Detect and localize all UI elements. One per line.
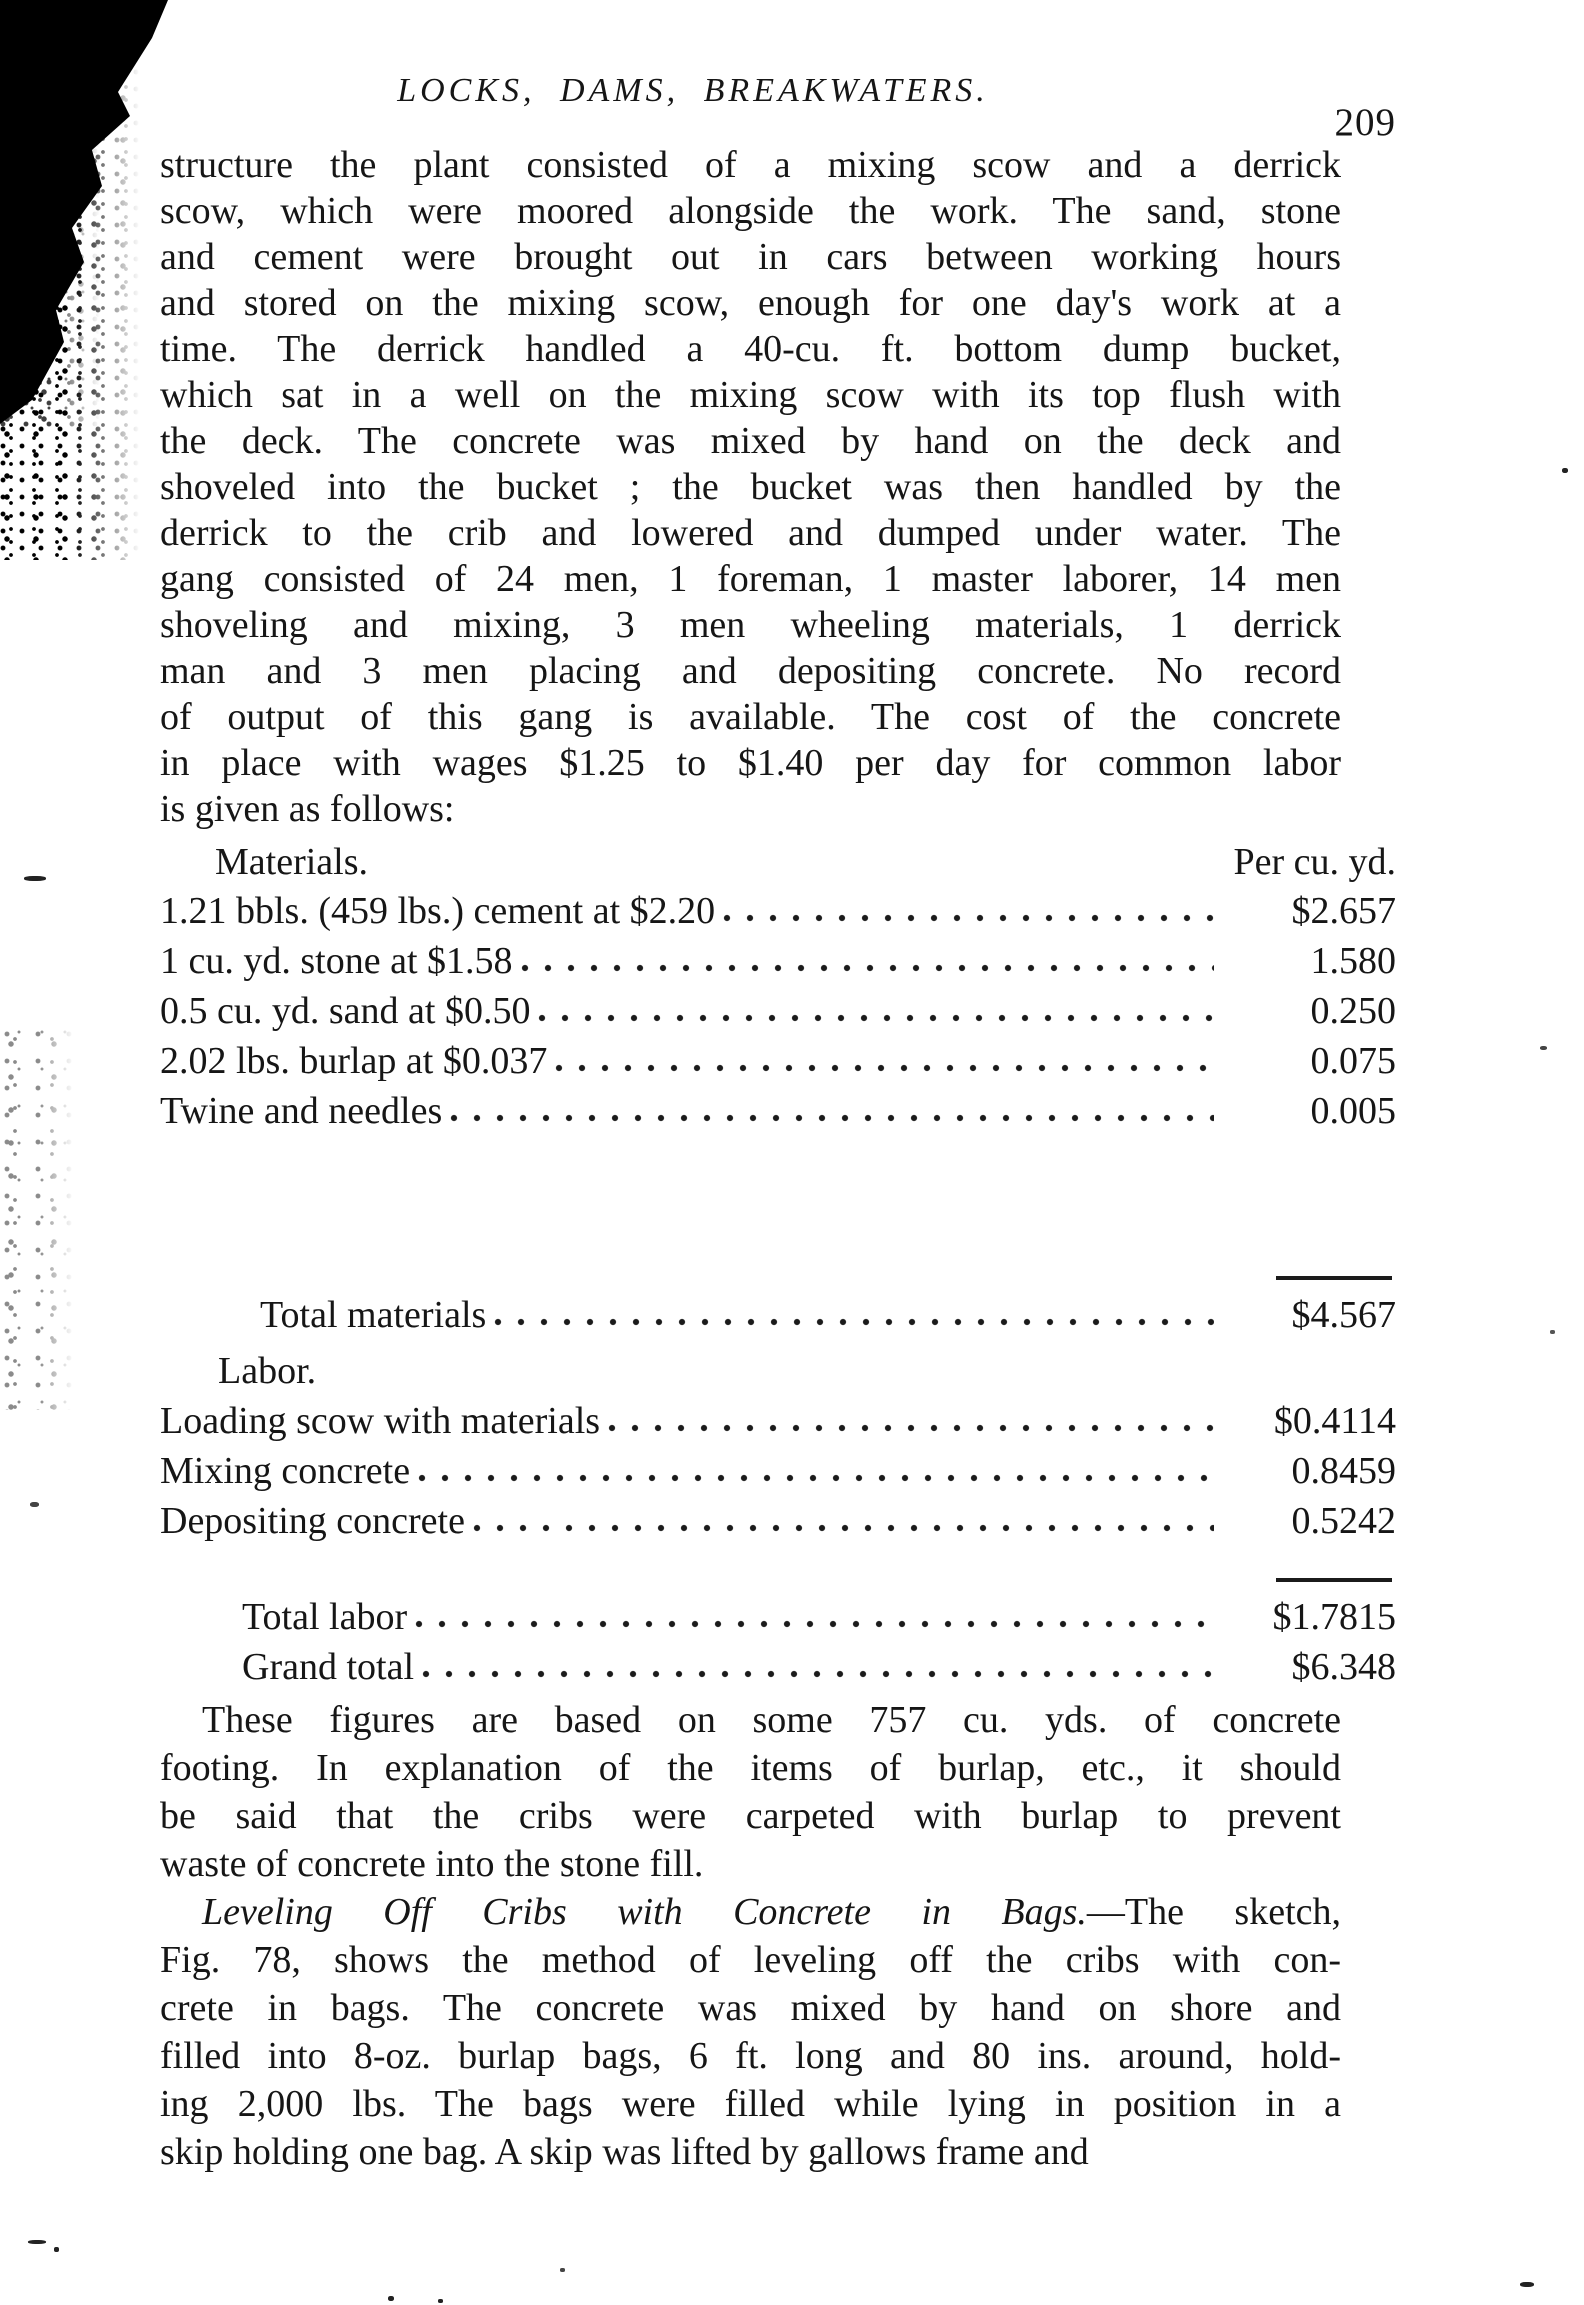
table-row [160, 1446, 1396, 1496]
text-line: footing. In explanation of the items of burlap, etc., it should [160, 1747, 1341, 1789]
row-label: Grand total [242, 1646, 415, 1688]
sum-rule [1276, 1578, 1392, 1582]
chapter-title: LOCKS, DAMS, BREAKWATERS. [397, 72, 989, 109]
cost-table [160, 838, 1396, 1692]
scan-speck [28, 2240, 46, 2244]
row-label: Total materials [260, 1294, 487, 1336]
table-row [160, 936, 1396, 986]
row-label: 1 cu. yd. stone at $1.58 [160, 940, 513, 982]
running-head [160, 72, 1396, 142]
table-row [160, 1036, 1396, 1086]
dot-leader [473, 1523, 1214, 1533]
text-line: structure the plant consisted of a mixing scow and a derrick [160, 144, 1341, 186]
table-row [160, 1086, 1396, 1136]
text-line: These figures are based on some 757 cu. yds. of concrete [202, 1699, 1341, 1741]
dot-leader [415, 1619, 1214, 1629]
row-label: Mixing concrete [160, 1450, 411, 1492]
unit-heading: Per cu. yd. [1233, 841, 1396, 883]
sum-rule [1276, 1276, 1392, 1280]
text-line: time. The derrick handled a 40-cu. ft. bottom dump bucket, [160, 328, 1341, 370]
row-value: 1.580 [1310, 940, 1396, 982]
row-value: $0.4114 [1273, 1400, 1396, 1442]
text-line: ing 2,000 lbs. The bags were filled while lying in position in a [160, 2083, 1341, 2125]
scan-speck [438, 2299, 443, 2303]
text-line: scow, which were moored alongside the work. The sand, stone [160, 190, 1341, 232]
labor-heading: Labor. [218, 1350, 317, 1392]
dot-leader [422, 1669, 1214, 1679]
scan-artifact-noise [4, 1030, 74, 1410]
scan-speck [1550, 1330, 1555, 1334]
row-label: Twine and needles [160, 1090, 443, 1132]
paragraph [160, 1888, 1396, 2176]
text-line: derrick to the crib and lowered and dumped under water. The [160, 512, 1341, 554]
row-label: 1.21 bbls. (459 lbs.) cement at $2.20 [160, 890, 716, 932]
row-value: 0.005 [1310, 1090, 1396, 1132]
scan-speck [1562, 468, 1568, 473]
text-line: man and 3 men placing and depositing concrete. No record [160, 650, 1341, 692]
text-line: be said that the cribs were carpeted with burlap to prevent [160, 1795, 1341, 1837]
row-value: 0.8459 [1291, 1450, 1396, 1492]
paragraph [160, 1696, 1396, 1888]
text-line [160, 1888, 1396, 1936]
row-label: Total labor [242, 1596, 408, 1638]
row-label: Loading scow with materials [160, 1400, 601, 1442]
row-label: 0.5 cu. yd. sand at $0.50 [160, 990, 531, 1032]
row-label: 2.02 lbs. burlap at $0.037 [160, 1040, 548, 1082]
dot-leader [538, 1013, 1214, 1023]
dot-leader [521, 963, 1214, 973]
row-value: $1.7815 [1272, 1596, 1396, 1638]
section-lead-italic: Leveling Off Cribs with Concrete in Bags. [202, 1891, 1087, 1933]
dot-leader [723, 913, 1214, 923]
text-line: the deck. The concrete was mixed by hand on the deck and [160, 420, 1341, 462]
text-line: and stored on the mixing scow, enough for one day's work at a [160, 282, 1341, 324]
table-row [160, 986, 1396, 1036]
dot-leader [494, 1317, 1214, 1327]
text-line: shoveled into the bucket ; the bucket was then handled by the [160, 466, 1341, 508]
text-line: skip holding one bag. A skip was lifted by gallows frame and [160, 2131, 1089, 2173]
text-line: waste of concrete into the stone fill. [160, 1843, 704, 1885]
scan-speck [560, 2268, 565, 2272]
page-content [160, 72, 1396, 2176]
row-label: Depositing concrete [160, 1500, 465, 1542]
text-line: gang consisted of 24 men, 1 foreman, 1 master laborer, 14 men [160, 558, 1341, 600]
cost-table-header [160, 838, 1396, 886]
text-line: and cement were brought out in cars between working hours [160, 236, 1341, 278]
text-line: of output of this gang is available. The cost of the concrete [160, 696, 1341, 738]
table-row [160, 1496, 1396, 1546]
scan-speck [388, 2296, 394, 2301]
scan-speck [1520, 2282, 1534, 2287]
row-value: $2.657 [1291, 890, 1396, 932]
text-line: in place with wages $1.25 to $1.40 per day for common labor [160, 742, 1341, 784]
table-row [160, 886, 1396, 936]
row-value: 0.250 [1310, 990, 1396, 1032]
grand-total-row [160, 1642, 1396, 1692]
total-materials-row [160, 1290, 1396, 1340]
dot-leader [450, 1113, 1214, 1123]
page-number: 209 [1334, 101, 1396, 144]
text-line: crete in bags. The concrete was mixed by hand on shore and [160, 1987, 1341, 2029]
text-line: Fig. 78, shows the method of leveling off the cribs with con- [160, 1939, 1341, 1981]
text-line: filled into 8-oz. burlap bags, 6 ft. long and 80 ins. around, hold- [160, 2035, 1341, 2077]
scan-speck [54, 2247, 59, 2252]
total-labor-row [160, 1592, 1396, 1642]
dot-leader [608, 1423, 1214, 1433]
dot-leader [555, 1063, 1214, 1073]
scan-speck [24, 876, 46, 881]
row-value: $4.567 [1291, 1294, 1396, 1336]
text-line: is given as follows: [160, 788, 455, 830]
text-line: shoveling and mixing, 3 men wheeling materials, 1 derrick [160, 604, 1341, 646]
scan-speck [1540, 1046, 1547, 1050]
scan-artifact-noise [0, 0, 100, 430]
row-value: 0.5242 [1291, 1500, 1396, 1542]
dot-leader [418, 1473, 1214, 1483]
row-value: 0.075 [1310, 1040, 1396, 1082]
paragraph [160, 142, 1396, 832]
text-run: —The sketch, [1086, 1891, 1341, 1933]
scan-speck [30, 1502, 39, 1507]
materials-heading: Materials. [215, 841, 369, 883]
text-line: which sat in a well on the mixing scow with its top flush with [160, 374, 1341, 416]
row-value: $6.348 [1291, 1646, 1396, 1688]
table-row [160, 1396, 1396, 1446]
